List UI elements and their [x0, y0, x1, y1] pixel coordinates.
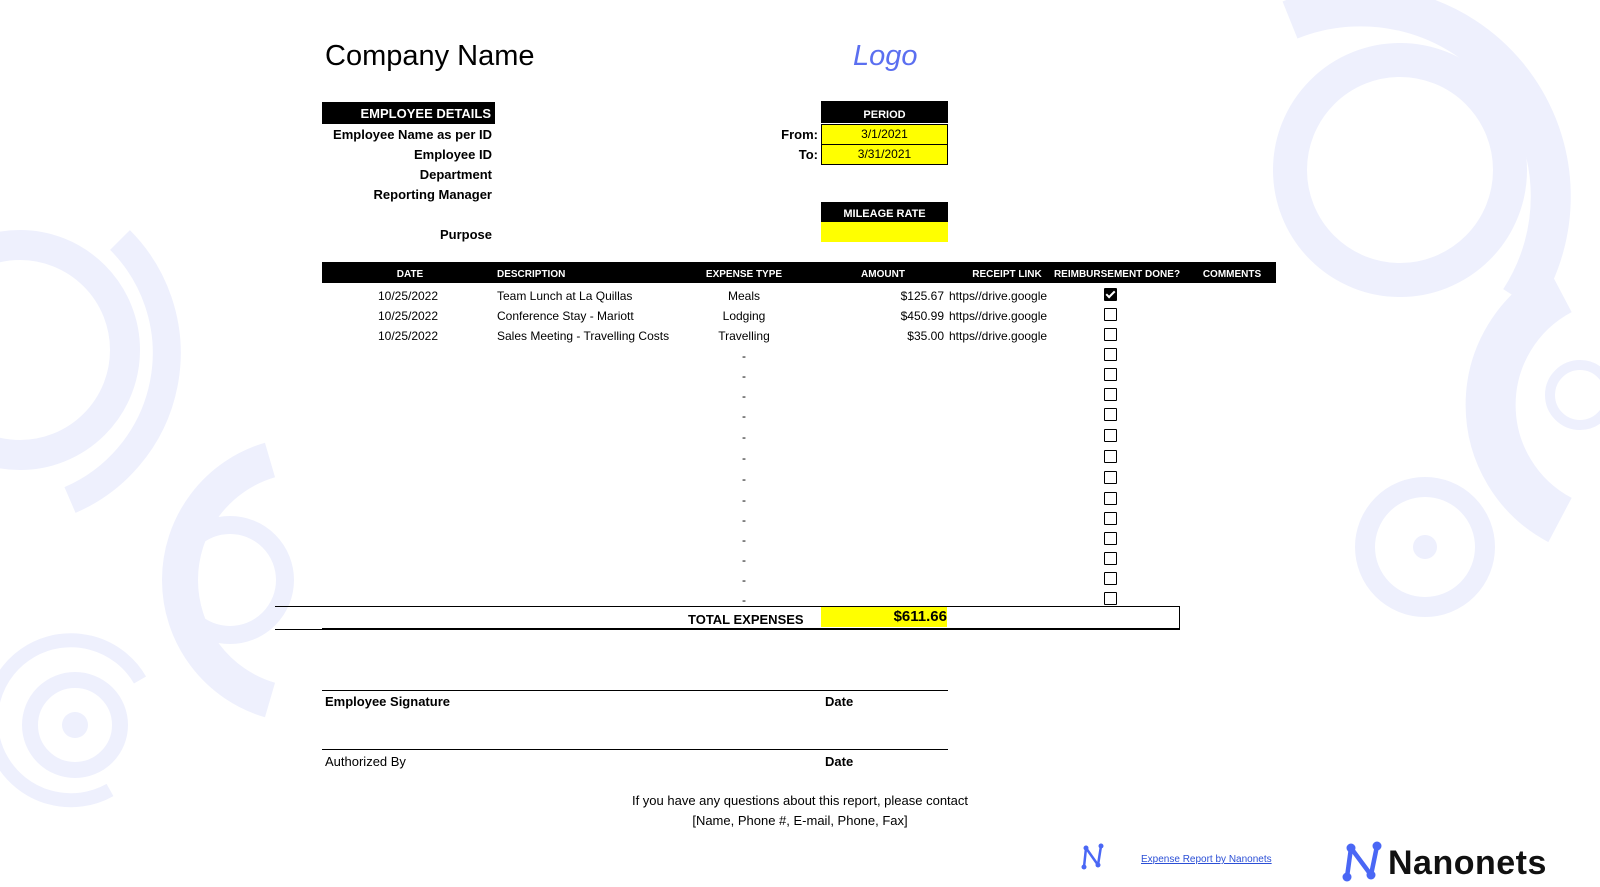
mileage-rate-value[interactable] — [821, 222, 948, 242]
row-date: 10/25/2022 — [377, 329, 439, 343]
authorized-signature-line — [322, 749, 948, 750]
row-expense-type: - — [742, 409, 746, 423]
row-expense-type: Lodging — [722, 309, 766, 323]
row-expense-type: - — [742, 573, 746, 587]
col-description: DESCRIPTION — [497, 269, 566, 280]
company-name: Company Name — [325, 40, 535, 72]
employee-signature-line — [322, 690, 948, 691]
row-expense-type: - — [742, 430, 746, 444]
period-from-value[interactable]: 3/1/2021 — [821, 124, 948, 145]
table-row — [0, 430, 1600, 450]
col-date: DATE — [396, 269, 424, 280]
row-expense-type: Travelling — [718, 329, 770, 343]
col-receipt-link: RECEIPT LINK — [972, 269, 1042, 280]
period-from-label: From: — [781, 127, 818, 142]
period-to-label: To: — [798, 147, 818, 162]
reimbursement-checkbox[interactable] — [1104, 572, 1117, 585]
contact-line-2: [Name, Phone #, E-mail, Phone, Fax] — [692, 813, 908, 828]
row-expense-type: - — [742, 451, 746, 465]
row-receipt-link[interactable]: https//drive.google — [949, 329, 1048, 343]
employee-id-label: Employee ID — [413, 147, 492, 162]
col-amount: AMOUNT — [861, 269, 905, 280]
row-amount: $125.67 — [900, 289, 944, 303]
total-underline — [322, 628, 1180, 629]
table-row — [0, 451, 1600, 471]
reimbursement-checkbox[interactable] — [1104, 308, 1117, 321]
nanonets-logo-icon — [1340, 840, 1386, 884]
row-date: 10/25/2022 — [377, 309, 439, 323]
table-row — [0, 349, 1600, 369]
period-to-value[interactable]: 3/31/2021 — [821, 144, 948, 165]
row-description: Conference Stay - Mariott — [497, 309, 634, 323]
reimbursement-checkbox[interactable] — [1104, 408, 1117, 421]
expense-report-link[interactable]: Expense Report by Nanonets — [1141, 854, 1272, 865]
row-expense-type: - — [742, 472, 746, 486]
logo-placeholder: Logo — [853, 40, 918, 72]
total-expenses-value: $611.66 — [821, 607, 947, 627]
employee-details-header: EMPLOYEE DETAILS — [322, 102, 495, 124]
employee-date-label: Date — [825, 694, 854, 709]
reimbursement-checkbox[interactable] — [1104, 328, 1117, 341]
total-expenses-label: TOTAL EXPENSES — [688, 612, 804, 627]
table-row — [0, 389, 1600, 409]
nanonets-small-icon — [1079, 843, 1107, 871]
col-expense-type: EXPENSE TYPE — [705, 269, 783, 280]
row-description: Sales Meeting - Travelling Costs — [497, 329, 670, 343]
contact-line-1: If you have any questions about this report, please contact — [631, 793, 969, 808]
row-expense-type: - — [742, 533, 746, 547]
table-row — [0, 289, 1600, 309]
table-row — [0, 533, 1600, 553]
row-date: 10/25/2022 — [377, 289, 439, 303]
reimbursement-checkbox[interactable] — [1104, 348, 1117, 361]
row-expense-type: - — [742, 349, 746, 363]
reimbursement-checkbox[interactable] — [1104, 592, 1117, 605]
reimbursement-checkbox[interactable] — [1104, 532, 1117, 545]
table-row — [0, 493, 1600, 513]
row-expense-type: - — [742, 389, 746, 403]
row-expense-type: - — [742, 513, 746, 527]
row-expense-type: - — [742, 593, 746, 607]
authorized-date-label: Date — [825, 754, 854, 769]
table-row — [0, 329, 1600, 349]
reimbursement-checkbox[interactable] — [1104, 429, 1117, 442]
row-expense-type: - — [742, 553, 746, 567]
row-expense-type: - — [742, 369, 746, 383]
employee-signature-label: Employee Signature — [325, 694, 450, 709]
row-amount: $450.99 — [900, 309, 944, 323]
row-amount: $35.00 — [907, 329, 944, 343]
reimbursement-checkbox[interactable] — [1104, 368, 1117, 381]
reimbursement-checkbox[interactable] — [1104, 552, 1117, 565]
row-receipt-link[interactable]: https//drive.google — [949, 309, 1048, 323]
mileage-rate-header: MILEAGE RATE — [821, 202, 948, 222]
col-reimbursement-done: REIMBURSEMENT DONE? — [1053, 269, 1181, 280]
reimbursement-checkbox[interactable] — [1104, 388, 1117, 401]
employee-name-label: Employee Name as per ID — [333, 127, 492, 142]
table-row — [0, 513, 1600, 533]
table-row — [0, 573, 1600, 593]
row-expense-type: Meals — [727, 289, 760, 303]
reimbursement-checkbox[interactable] — [1104, 512, 1117, 525]
col-comments: COMMENTS — [1202, 269, 1262, 280]
row-receipt-link[interactable]: https//drive.google — [949, 289, 1048, 303]
table-row — [0, 472, 1600, 492]
period-header: PERIOD — [821, 101, 948, 123]
department-label: Department — [419, 167, 492, 182]
reimbursement-checkbox[interactable] — [1104, 492, 1117, 505]
reimbursement-checkbox[interactable] — [1104, 471, 1117, 484]
authorized-by-label: Authorized By — [325, 754, 406, 769]
row-description: Team Lunch at La Quillas — [497, 289, 633, 303]
table-row — [0, 309, 1600, 329]
table-row — [0, 409, 1600, 429]
reporting-manager-label: Reporting Manager — [373, 187, 492, 202]
purpose-label: Purpose — [439, 227, 492, 242]
nanonets-brand-name: Nanonets — [1388, 844, 1547, 882]
expense-table-header — [322, 262, 1276, 283]
reimbursement-checkbox[interactable] — [1104, 450, 1117, 463]
table-row — [0, 553, 1600, 573]
table-row — [0, 369, 1600, 389]
reimbursement-checkbox[interactable] — [1104, 288, 1117, 301]
row-expense-type: - — [742, 493, 746, 507]
